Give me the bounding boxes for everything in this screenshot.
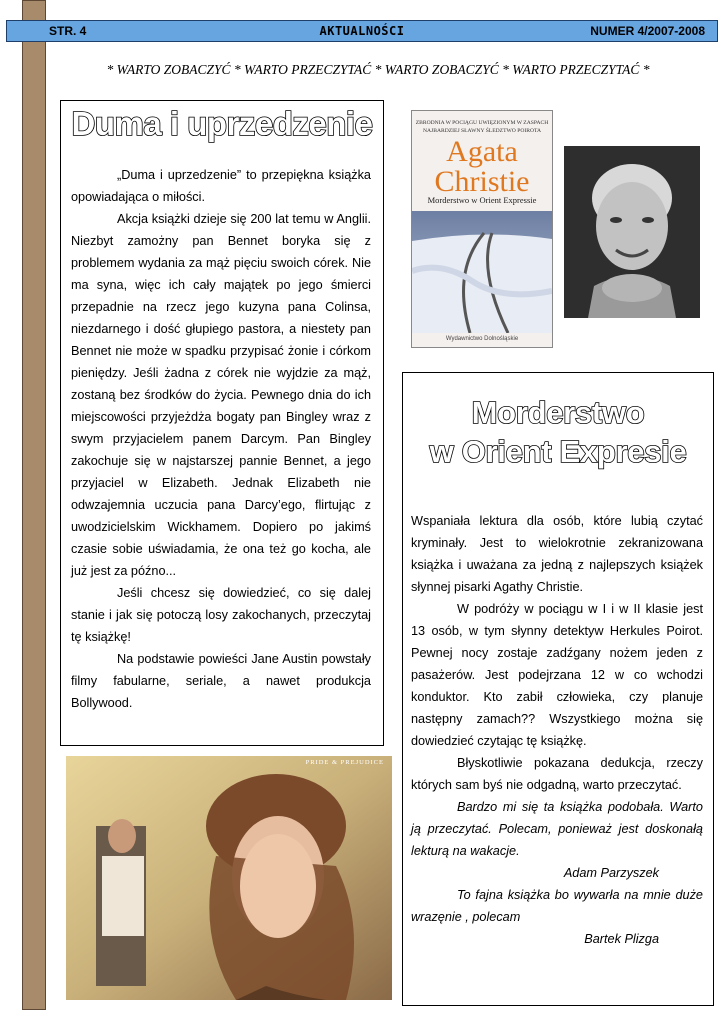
orient-article-text	[411, 510, 703, 950]
book-cover-author-first: Agata	[446, 135, 518, 168]
duma-paragraph: Akcja książki dzieje się 200 lat temu w Anglii. Niezbyt zamożny pan Bennet boryka się z problemem wydania za mąż pięciu swoich córek. Nie ma syna, więc ich cały majątek po jego śmierci przepadnie na rzecz jego kuzyna pana Colinsa, niezdarnego i dość głupiego pastora, a niestety pan Bennet nie może w spadku przypisać żonie i córkom pieniędzy. Jeśli żadna z córek nie wyjdzie za mąż, zostaną bez środków do życia. Pewnego dnia do ich miejscowości przyjeżdża bogaty pan Bingley wraz z swym przyjacielem panem Darcym. Pan Bingley zakochuje się w najstarszej pannie Bennet, a jego przyjaciel w Elizabeth. Jednak Elizabeth nie odwzajemnia uczucia pana Darcy’ego, flirtując z uwodzicielskim Wickhamem. Dopiero po jakimś czasie sobie uświadamia, że ona też go kocha, ale już jest za późno...	[71, 212, 371, 578]
book-cover-tagline	[412, 119, 552, 135]
orient-paragraph: Wspaniała lektura dla osób, które lubią czytać kryminały. Jest to wielokrotnie zekranizowana książka i uważana za jedną z najlepszych książek słynnej pisarki Agathy Christie.	[411, 514, 703, 594]
book-cover-author-last: Christie	[434, 165, 530, 198]
duma-article-box	[60, 100, 384, 746]
movie-poster-title: PRIDE & PREJUDICE	[305, 759, 384, 766]
orient-paragraph: Błyskotliwie pokazana dedukcja, rzeczy których sam byś nie odgadną, warto przeczytać.	[411, 756, 703, 792]
orient-title	[403, 393, 713, 471]
orient-title-line-1: Morderstwo	[471, 395, 645, 430]
orient-title-line-2: w Orient Expresie	[429, 434, 687, 469]
book-cover-subtitle: Morderstwo w Orient Expressie	[427, 195, 537, 205]
portrait-illustration	[564, 146, 700, 318]
duma-title: Duma i uprzedzenie	[71, 105, 373, 142]
book-cover-image	[411, 110, 553, 348]
duma-paragraph: Jeśli chcesz się dowiedzieć, co się dalej stanie i jak się potoczą losy zakochanych, przeczytaj tę książkę!	[71, 586, 371, 644]
orient-review: To fajna książka bo wywarła na mnie duże wrazęnie , polecam	[411, 888, 703, 924]
tagline: * WARTO ZOBACZYĆ * WARTO PRZECZYTAĆ * WARTO ZOBACZYĆ * WARTO PRZECZYTAĆ *	[106, 62, 650, 77]
orient-article-box	[402, 372, 714, 1006]
orient-review: Bardzo mi się ta książka podobała. Warto ją przeczytać. Polecam, ponieważ jest doskonałą lekturą na wakacje.	[411, 800, 703, 858]
page-number: STR. 4	[49, 24, 87, 38]
orient-review-signature: Adam Parzyszek	[563, 866, 659, 880]
author-portrait-photo	[564, 146, 700, 318]
orient-paragraph: W podróży w pociągu w I i w II klasie jest 13 osób, w tym słynny detektyw Herkules Poirot. Pewnej nocy zostaje zadźgany nożem jeden z pasażerów. Jest podejrzana 12 w co wchodzi konduktor. Kto zabił człowieka, czy planuje następny zamach?? Wszystkiego można się dowiedzieć czytając tę książkę.	[411, 602, 703, 748]
movie-poster-image	[66, 756, 392, 1000]
duma-paragraph: „Duma i uprzedzenie” to przepiękna książka opowiadająca o miłości.	[71, 168, 371, 204]
book-cover-tagline-2: NAJBARDZIEJ SŁAWNY ŚLEDZTWO POIROTA	[422, 128, 542, 134]
section-title: AKTUALNOŚCI	[319, 24, 405, 38]
duma-paragraph: Na podstawie powieści Jane Austin powstały filmy fabularne, seriale, a nawet produkcja Bollywood.	[71, 652, 371, 710]
orient-review-signature: Bartek Plizga	[584, 932, 659, 946]
movie-poster-illustration	[66, 756, 392, 1000]
issue-number: NUMER 4/2007-2008	[590, 24, 705, 38]
left-margin-bar	[22, 0, 46, 1010]
book-cover-tagline-1: ZBRODNIA W POCIĄGU UWIĘZIONYM W ZASPACH	[415, 120, 549, 126]
page-header	[6, 20, 718, 42]
book-cover-author	[412, 137, 552, 197]
snowy-railway-illustration	[412, 211, 552, 333]
duma-article-text	[71, 164, 371, 714]
book-cover-publisher: Wydawnictwo Dolnośląskie	[445, 336, 519, 342]
